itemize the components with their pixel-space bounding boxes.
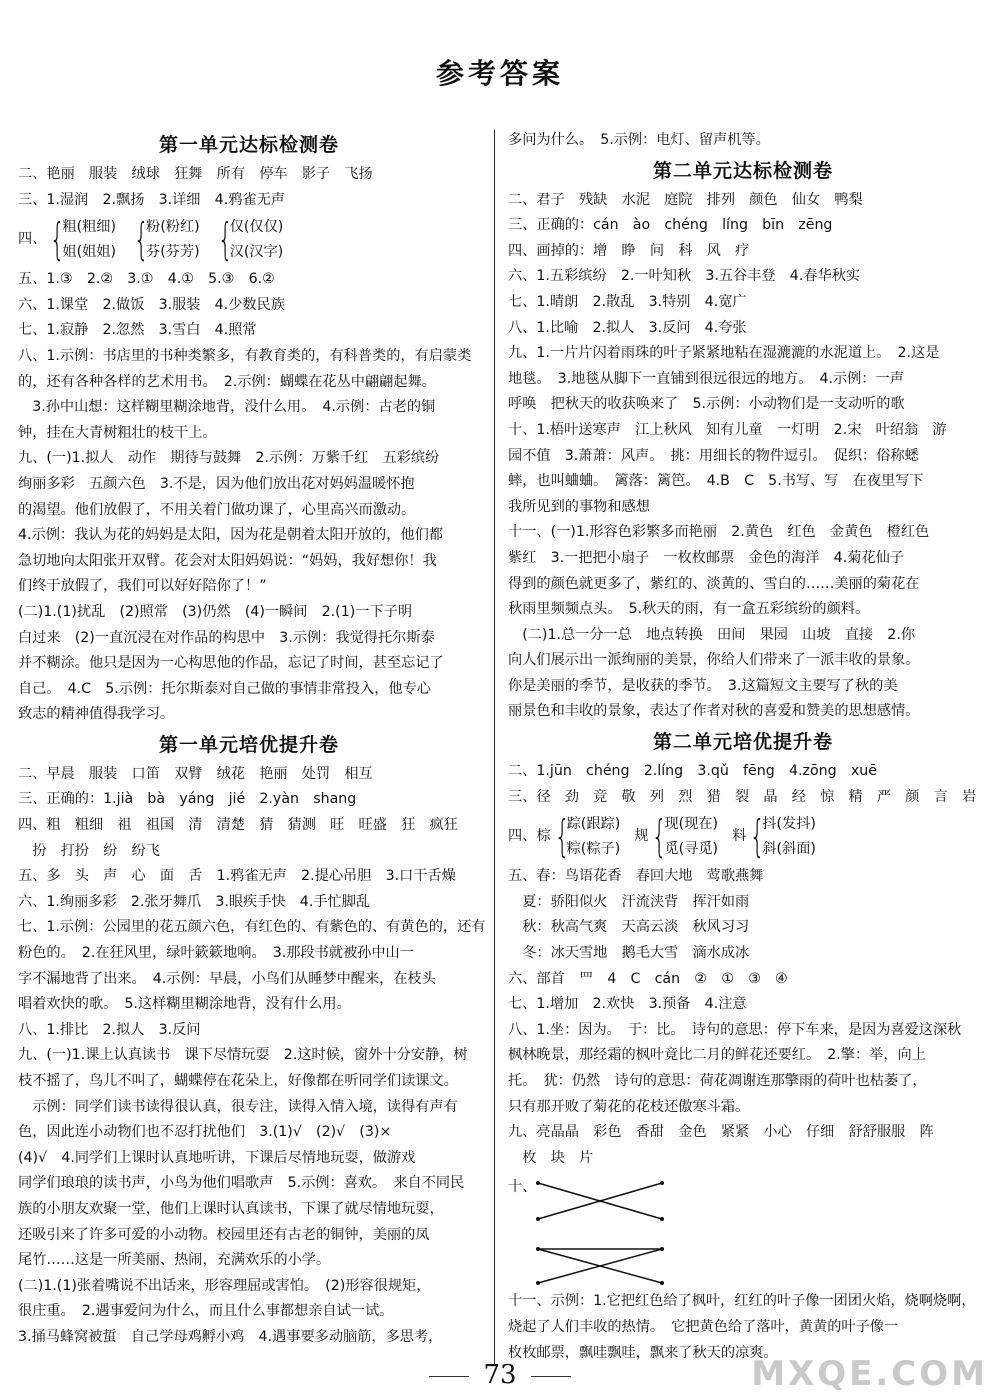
word: 芬(芬芳) <box>146 244 200 261</box>
answer-line: 六、部首 罒 4 C cán ② ① ③ ④ <box>508 970 788 987</box>
answer-line: 的渴望。他们放假了，不用关着门做功课了，心里高兴而激动。 <box>18 501 416 518</box>
key-char: 规 <box>634 828 649 845</box>
answer-line: 绚丽多彩 五颜六色 3.不是，因为他们放出花对妈妈温暖怀抱 <box>18 475 415 492</box>
section-title-unit1-test: 第一单元达标检测卷 <box>158 134 339 156</box>
answer-line: 4.示例：我认为花的妈妈是太阳，因为花是朝着太阳开放的，他们都 <box>18 527 443 544</box>
word-group <box>62 215 116 265</box>
answer-line: 十、1.梧叶送寒声 江上秋风 知有儿童 一灯明 2.宋 叶绍翁 游 <box>508 421 947 438</box>
word: 踪(跟踪) <box>566 816 621 833</box>
answer-line: 九、(一)1.课上认真读书 课下尽情玩耍 2.这时候，窗外十分安静，树 <box>18 1047 468 1064</box>
page-title: 参考答案 <box>435 57 564 90</box>
answer-line: 还吸引来了许多可爱的小动物。校园里还有古老的铜钟，美丽的凤 <box>18 1226 430 1243</box>
answer-line: 粉色的。 2.在狂风里，绿叶簌簌地响。 3.那段书就被孙中山一 <box>18 945 414 962</box>
answer-line: 很庄重。 2.遇事爱问为什么，而且什么事都想亲自试一试。 <box>18 1303 394 1320</box>
brace-icon: { <box>217 214 233 266</box>
answer-line: 七、1.增加 2.欢快 3.预备 4.注意 <box>508 996 747 1013</box>
word: 姐(姐姐) <box>62 244 117 261</box>
answer-q4-unit1 <box>18 213 480 267</box>
page-number-value: 73 <box>483 1360 517 1390</box>
answer-line: 秋：秋高气爽 天高云淡 秋风习习 <box>508 919 750 936</box>
answer-line: 八、1.比喻 2.拟人 3.反问 4.夸张 <box>508 319 747 336</box>
word: 斜(斜面) <box>762 841 816 858</box>
answer-line: 二、早晨 服装 口笛 双臂 绒花 艳丽 处罚 相互 <box>18 765 373 782</box>
section-title-unit2-advanced: 第二单元培优提升卷 <box>652 731 833 754</box>
answer-line: 得到的颜色就更多了，紫红的、淡黄的、雪白的……美丽的菊花在 <box>508 575 920 592</box>
answer-line: 十一、(一)1.形容色彩繁多而艳丽 2.黄色 红色 金黄色 橙红色 <box>508 524 930 541</box>
answer-line: 蟀，也叫蛐蛐。 篱落：篱笆。 4.B C 5.书写、写 在夜里写下 <box>508 473 924 490</box>
answer-line: 园不值 3.萧萧：风声。 挑：用细长的物件逗引。 促织：俗称蟋 <box>508 447 919 464</box>
brace-icon: { <box>652 811 668 863</box>
answer-lines <box>508 864 978 1171</box>
word: 觅(寻觅) <box>664 841 719 858</box>
answer-line: 丽景色和丰收的景象，表达了作者对秋的喜爱和赞美的思想感情。 <box>508 703 920 720</box>
answer-line: 紫红 3.一把把小扇子 一枚枚邮票 金色的海洋 4.菊花仙子 <box>508 549 904 566</box>
answer-lines <box>508 188 978 725</box>
page-number-dash <box>429 1376 469 1377</box>
answer-line: (4)√ 4.同学们上课时认真地听讲，下课后尽情地玩耍，做游戏 <box>18 1149 416 1166</box>
answer-line: 3.捅马蜂窝被蜇 自己学母鸡孵小鸡 4.遇事要多动脑筋，多思考， <box>18 1328 443 1345</box>
answer-line: 们终于放假了，我们可以好好陪你了！” <box>18 578 267 595</box>
answer-lines <box>508 759 978 810</box>
question-label: 十、 <box>508 1179 537 1196</box>
matching-lines-drawing <box>532 1171 732 1289</box>
answer-line: 八、1.坐：因为。 于：比。 诗句的意思：停下车来，是因为喜爱这深秋 <box>508 1021 962 1038</box>
answer-line: 十一、示例：1.它把红色给了枫叶，红红的叶子像一团团火焰，烧啊烧啊， <box>508 1293 976 1310</box>
answer-line: 四、粗 粗细 祖 祖国 清 清楚 猜 猜测 旺 旺盛 狂 疯狂 <box>18 817 458 834</box>
answer-line: 七、1.示例：公园里的花五颜六色，有红色的、有紫色的、有黄色的，还有 <box>18 919 486 936</box>
answer-line: 扮 打扮 纷 纷飞 <box>18 842 160 859</box>
question-label: 四、 <box>508 828 537 845</box>
section-title-unit2-test: 第二单元达标检测卷 <box>652 159 833 182</box>
question-label: 四、 <box>18 231 47 248</box>
answer-line: 九、1.一片片闪着雨珠的叶子紧紧地粘在湿漉漉的水泥道上。 2.这是 <box>508 345 940 362</box>
answer-line: 自己。 4.C 5.示例：托尔斯泰对自己做的事情非常投入，他专心 <box>18 680 431 697</box>
word-group <box>567 812 621 862</box>
answer-line: 枫林晚景，那经霜的枫叶竟比二月的鲜花还要红。 2.擎：举，向上 <box>508 1047 926 1064</box>
matching-lines <box>508 1171 978 1289</box>
answer-lines <box>508 128 978 154</box>
answer-line: 五、1.③ 2.② 3.① 4.① 5.③ 6.② <box>18 271 275 288</box>
answer-line: 托。 犹：仍然 诗句的意思：荷花凋谢连那擎雨的荷叶也枯萎了， <box>508 1073 927 1089</box>
page-number-dash <box>531 1376 571 1377</box>
answer-line: 白过来 (2)一直沉浸在对作品的构思中 3.示例：我觉得托尔斯泰 <box>18 629 435 646</box>
word: 汉(汉字) <box>229 244 284 261</box>
word-group <box>230 215 284 265</box>
brace-icon: { <box>49 214 66 266</box>
answer-line: 二、1.jūn chéng 2.líng 3.qǔ fēng 4.zōng xuē <box>508 763 877 780</box>
answer-line: 七、1.晴朗 2.散乱 3.特别 4.宽广 <box>508 293 747 310</box>
answer-line: 八、1.示例：书店里的书种类繁多，有教育类的，有科普类的，有启蒙类 <box>18 347 472 364</box>
answer-line: 地毯。 3.地毯从脚下一直铺到很远很远的地方。 4.示例：一声 <box>508 370 904 387</box>
answer-line: 的，还有各种各样的艺术用书。 2.示例：蝴蝶在花丛中翩翩起舞。 <box>18 373 436 390</box>
answer-line: 八、1.排比 2.拟人 3.反问 <box>18 1021 201 1038</box>
answer-line: 枝不摇了，鸟儿不叫了，蝴蝶停在花朵上，好像都在听同学们读课文。 <box>18 1073 458 1089</box>
answer-line: 多问为什么。 5.示例：电灯、留声机等。 <box>508 132 770 148</box>
answer-line: 五、多 头 声 心 面 舌 1.鸦雀无声 2.提心吊胆 3.口干舌燥 <box>18 868 456 885</box>
answer-line: 六、1.绚丽多彩 2.张牙舞爪 3.眼疾手快 4.手忙脚乱 <box>18 893 371 910</box>
answer-line: 致志的精神值得我学习。 <box>18 706 175 723</box>
answer-line: (二)1.总一分一总 地点转换 田间 果园 山坡 直接 2.你 <box>508 626 916 643</box>
right-column <box>508 128 978 1366</box>
key-char: 棕 <box>536 828 551 845</box>
answer-line: 二、艳丽 服装 绒球 狂舞 所有 停车 影子 飞扬 <box>18 166 373 182</box>
answer-lines <box>18 762 486 1351</box>
word-group <box>146 215 200 265</box>
answer-line: 三、正确的：1.jià bà yáng jié 2.yàn shang <box>18 791 357 808</box>
answer-line: 向人们展示出一派绚丽的美景，你给人们带来了一派丰收的景象。 <box>508 652 920 669</box>
answer-line: (二)1.(1)扰乱 (2)照常 (3)仍然 (4)一瞬间 2.(1)一下子明 <box>18 603 413 620</box>
key-char: 料 <box>732 828 747 845</box>
answer-line: 二、君子 残缺 水泥 庭院 排列 颜色 仙女 鸭梨 <box>508 191 863 208</box>
watermark: MXQE.COM <box>751 1354 988 1394</box>
word: 仅(仅仅) <box>229 219 284 236</box>
answer-line: 字不漏地背了出来。 4.示例：早晨，小鸟们从睡梦中醒来，在枝头 <box>18 970 436 987</box>
answer-line: 唱着欢快的歌。 5.这样糊里糊涂地背，没有什么用。 <box>18 996 351 1013</box>
word: 现(现在) <box>664 816 719 833</box>
answer-line: 五、春：鸟语花香 春回大地 莺歌燕舞 <box>508 868 764 885</box>
brace-icon: { <box>554 811 570 863</box>
answer-line: 三、正确的：cán ào chéng líng bīn zēng <box>508 217 833 234</box>
answer-line: 六、1.课堂 2.做饭 3.服装 4.少数民族 <box>18 296 285 313</box>
answer-line: 尾竹……这是一所美丽、热闹，充满欢乐的小学。 <box>18 1252 331 1269</box>
answer-line: 三、1.湿润 2.飘扬 3.详细 4.鸦雀无声 <box>18 191 285 208</box>
answer-line: 七、1.寂静 2.忽然 3.雪白 4.照常 <box>18 322 257 339</box>
answer-line: 色，因此连小动物们也不忍打扰他们 3.(1)√ (2)√ (3)× <box>18 1124 392 1141</box>
answer-line: 族的小朋友欢聚一堂，他们上课时认真读书，下课了就尽情地玩耍， <box>18 1200 444 1217</box>
answer-line: 四、画掉的：增 睁 问 科 风 疗 <box>508 242 750 259</box>
answer-line: 3.孙中山想：这样糊里糊涂地背，没什么用。 4.示例：古老的铜 <box>18 399 436 416</box>
answer-line: 只有那开败了菊花的花枝还傲寒斗霜。 <box>508 1098 750 1115</box>
answer-line: 夏：骄阳似火 汗流浃背 挥汗如雨 <box>508 893 750 910</box>
answer-line: 我所见到的事物和感想 <box>508 498 650 515</box>
answer-line: 三、径 劲 竞 敬 列 烈 猎 裂 晶 经 惊 精 严 颜 言 岩 <box>508 788 977 805</box>
answer-line: 并不糊涂。他只是因为一心构思他的作品，忘记了时间，甚至忘记了 <box>18 655 444 672</box>
word: 粗(粗细) <box>62 219 117 236</box>
answer-line: 急切地向太阳张开双臂。花会对太阳妈妈说：“妈妈，我好想你！我 <box>18 552 437 569</box>
word: 粉(粉红) <box>146 219 200 236</box>
section-title-unit1-advanced: 第一单元培优提升卷 <box>158 733 339 756</box>
answer-line: 枚 块 片 <box>508 1149 594 1166</box>
word: 抖(发抖) <box>762 816 816 833</box>
answer-line: 钟，挂在大青树粗壮的枝干上。 <box>18 424 217 441</box>
answer-line: 六、1.五彩缤纷 2.一叶知秋 3.五谷丰登 4.春华秋实 <box>508 268 861 285</box>
answer-q4-unit2 <box>508 810 978 864</box>
answer-lines <box>18 267 480 728</box>
answer-line: (二)1.(1)张着嘴说不出话来，形容理屈或害怕。 (2)形容很规矩， <box>18 1277 431 1294</box>
brace-icon: { <box>749 811 766 863</box>
answer-line: 九、(一)1.拟人 动作 期待与鼓舞 2.示例：万紫千红 五彩缤纷 <box>18 450 440 467</box>
answer-line: 冬：冰天雪地 鹅毛大雪 滴水成冰 <box>508 945 750 962</box>
answer-line: 呼唤 把秋天的收获唤来了 5.示例：小动物们是一支动听的歌 <box>508 396 905 413</box>
answer-line: 烧起了人们丰收的热情。 它把黄色给了落叶，黄黄的叶子像一 <box>508 1318 899 1335</box>
column-divider <box>494 130 495 1365</box>
word-group <box>664 812 718 862</box>
answer-line: 枚枚邮票，飘哇飘哇，飘来了秋天的凉爽。 <box>508 1344 778 1361</box>
word-group <box>762 812 816 862</box>
answer-line: 同学们琅琅的读书声，小鸟为他们唱歌声 5.示例：喜欢。 来自不同民 <box>18 1175 465 1192</box>
answer-line: 示例：同学们读书读得很认真，很专注，读得入情入境，读得有声有 <box>18 1098 458 1115</box>
answer-lines <box>18 162 480 213</box>
word: 粽(粽子) <box>566 841 621 858</box>
brace-icon: { <box>133 214 150 266</box>
answer-line: 你是美丽的季节，是收获的季节。 3.这篇短文主要写了秋的美 <box>508 677 898 694</box>
answer-line: 九、亮晶晶 彩色 香甜 金色 紧紧 小心 仔细 舒舒服服 阵 <box>508 1124 934 1141</box>
left-column <box>18 128 486 1351</box>
answer-line: 秋雨里频频点头。 5.秋天的雨，有一盒五彩缤纷的颜料。 <box>508 601 870 618</box>
